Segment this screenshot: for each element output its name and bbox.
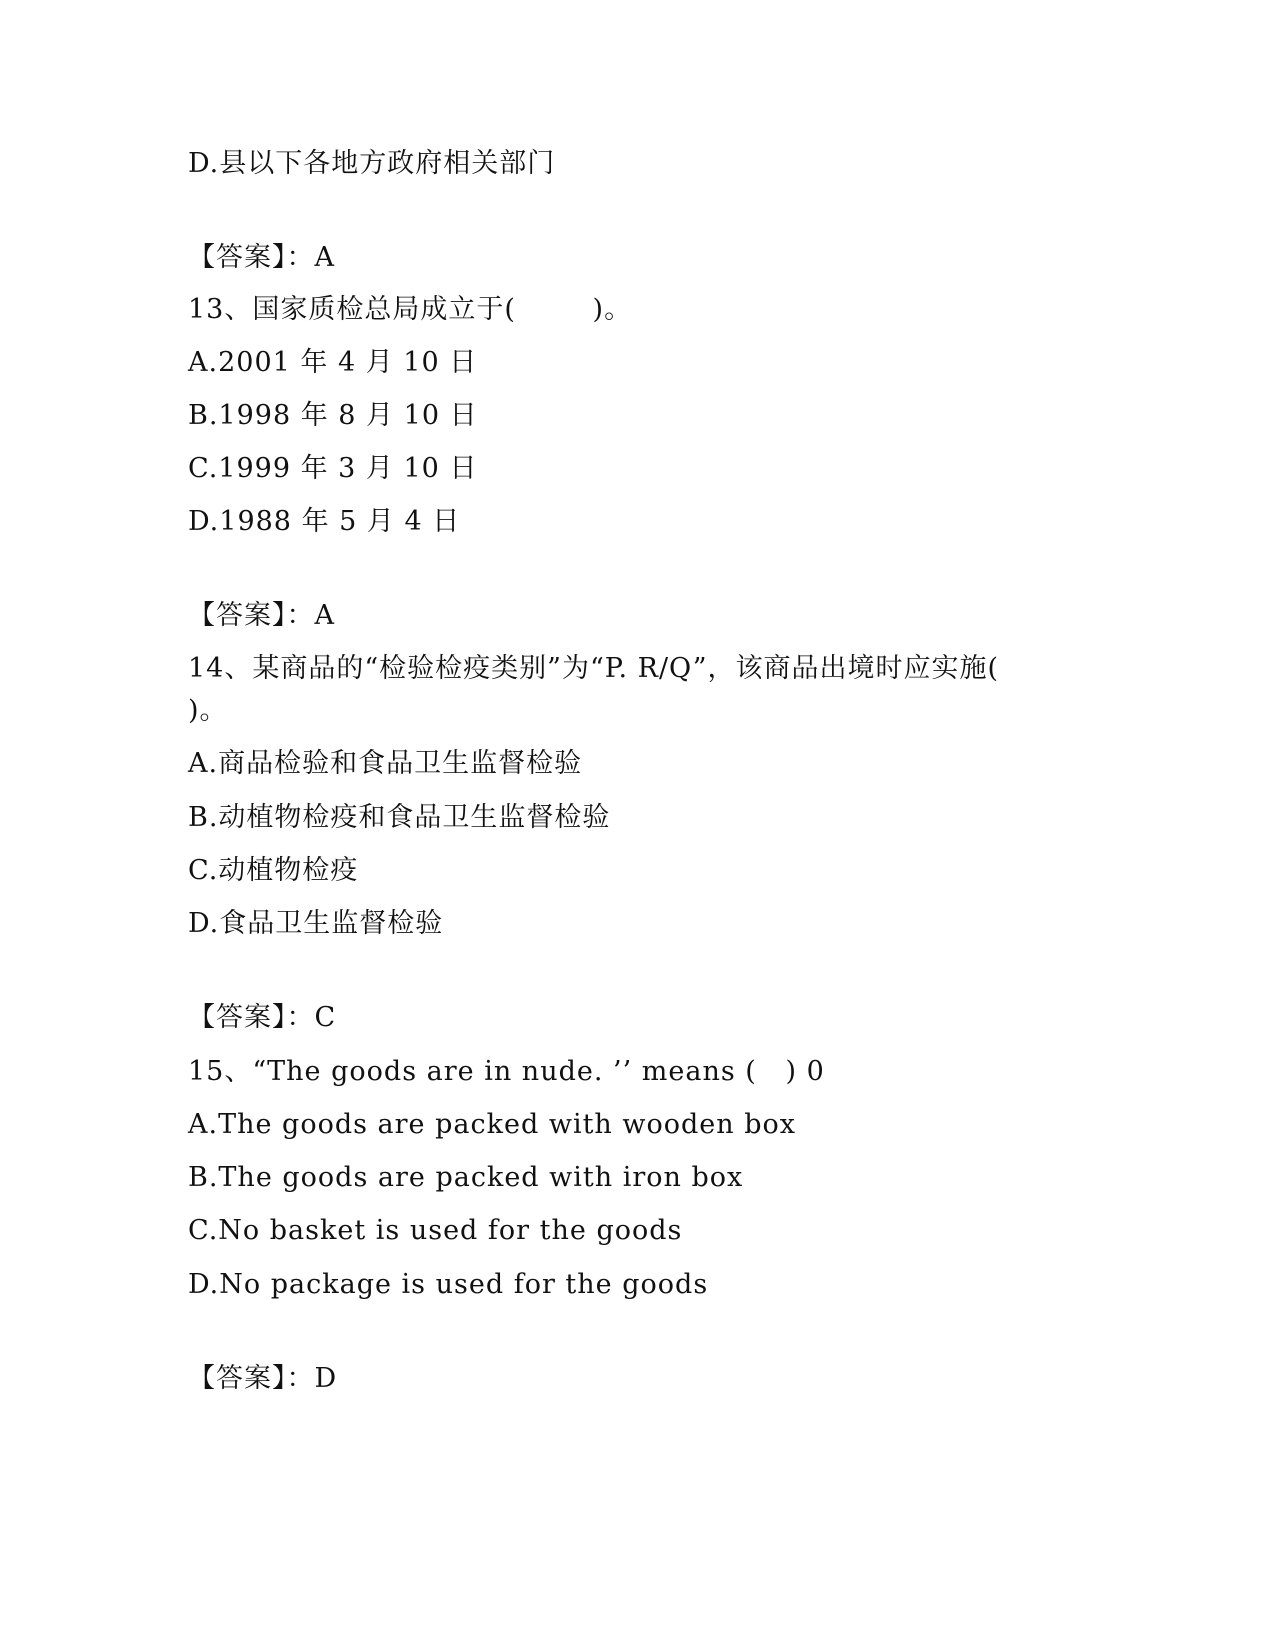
q13-option-c: C.1999 年 3 月 10 日 <box>188 453 478 484</box>
q14-option-c: C.动植物检疫 <box>188 855 359 886</box>
q13-answer: 【答案】：A <box>188 600 335 631</box>
q14-answer: 【答案】：C <box>188 1002 337 1033</box>
q15-option-c: C.No basket is used for the goods <box>188 1215 683 1246</box>
q14-stem-line1: 14、某商品的“检验检疫类别”为“P. R/Q”，该商品出境时应实施( <box>188 653 1000 684</box>
q14-stem-line2: )。 <box>188 695 228 726</box>
q12-answer: 【答案】：A <box>188 242 335 273</box>
q15-option-b: B.The goods are packed with iron box <box>188 1162 744 1193</box>
q13-stem: 13、国家质检总局成立于( )。 <box>188 294 633 325</box>
q14-option-b: B.动植物检疫和食品卫生监督检验 <box>188 802 611 833</box>
q13-option-d: D.1988 年 5 月 4 日 <box>188 506 461 537</box>
q15-stem: 15、“The goods are in nude. ’’ means ( ) 0 <box>188 1056 825 1087</box>
q13-option-a: A.2001 年 4 月 10 日 <box>188 347 478 378</box>
q15-answer: 【答案】：D <box>188 1363 338 1394</box>
q12-option-d: D.县以下各地方政府相关部门 <box>188 148 556 179</box>
q13-option-b: B.1998 年 8 月 10 日 <box>188 400 478 431</box>
q14-option-a: A.商品检验和食品卫生监督检验 <box>188 748 583 779</box>
q15-option-d: D.No package is used for the goods <box>188 1269 709 1300</box>
q14-option-d: D.食品卫生监督检验 <box>188 908 444 939</box>
q15-option-a: A.The goods are packed with wooden box <box>188 1109 797 1140</box>
